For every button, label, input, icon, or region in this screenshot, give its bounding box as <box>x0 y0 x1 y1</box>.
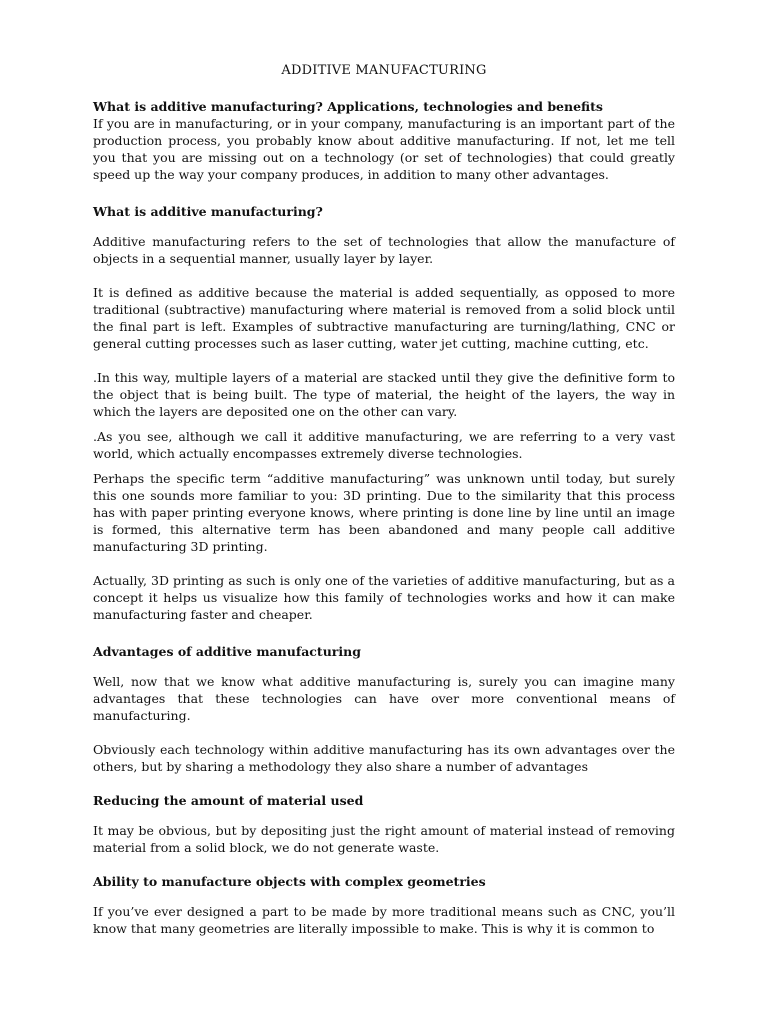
section-heading-what-is: What is additive manufacturing? <box>93 204 323 219</box>
paragraph-3d-printing-term: Perhaps the specific term “additive manufacturing” was unknown until today, but surely this one sounds more familiar to you: 3D printing. Due to the similarity that this process has with paper printing everyone knows, where printing is done line by line until an image is formed, this alternative term has been abandoned and many people call additive manufacturing 3D printing. <box>93 471 675 554</box>
section-heading-advantages: Advantages of additive manufacturing <box>93 644 361 659</box>
paragraph-geometries: If you’ve ever designed a part to be made by more traditional means such as CNC, you’ll know that many geometries are literally impossible to make. This is why it is common to <box>93 904 675 936</box>
paragraph-3d-printing-variety: Actually, 3D printing as such is only one of the varieties of additive manufacturing, but as a concept it helps us visualize how this family of technologies works and how it can make manufacturing faster and cheaper. <box>93 573 675 622</box>
document-page <box>93 62 675 937</box>
paragraph-layers: .In this way, multiple layers of a material are stacked until they give the definitive form to the object that is being built. The type of material, the height of the layers, the way in which the layers are deposited one on the other can vary. <box>93 370 675 419</box>
paragraph-advantages-intro: Well, now that we know what additive manufacturing is, surely you can imagine many advantages that these technologies can have over more conventional means of manufacturing. <box>93 674 675 723</box>
section-heading-intro: What is additive manufacturing? Applications, technologies and benefits <box>93 99 603 114</box>
paragraph-intro: If you are in manufacturing, or in your company, manufacturing is an important part of the production process, you probably know about additive manufacturing. If not, let me tell you that you are missing out on a technology (or set of technologies) that could greatly speed up the way your company produces, in addition to many other advantages. <box>93 116 675 182</box>
section-heading-geometries: Ability to manufacture objects with complex geometries <box>93 874 486 889</box>
paragraph-shared-advantages: Obviously each technology within additive manufacturing has its own advantages over the others, but by sharing a methodology they also share a number of advantages <box>93 742 675 774</box>
paragraph-vast-world: .As you see, although we call it additive manufacturing, we are referring to a very vast world, which actually encompasses extremely diverse technologies. <box>93 429 675 461</box>
paragraph-material: It may be obvious, but by depositing just the right amount of material instead of removing material from a solid block, we do not generate waste. <box>93 823 675 855</box>
paragraph-definition: Additive manufacturing refers to the set of technologies that allow the manufacture of objects in a sequential manner, usually layer by layer. <box>93 234 675 266</box>
section-heading-material: Reducing the amount of material used <box>93 793 364 808</box>
document-title: ADDITIVE MANUFACTURING <box>281 63 487 78</box>
paragraph-additive-vs-subtractive: It is defined as additive because the material is added sequentially, as opposed to more traditional (subtractive) manufacturing where material is removed from a solid block until the final part is left. Examples of subtractive manufacturing are turning/lathing, CNC or general cutting processes such as laser cutting, water jet cutting, machine cutting, etc. <box>93 285 675 351</box>
